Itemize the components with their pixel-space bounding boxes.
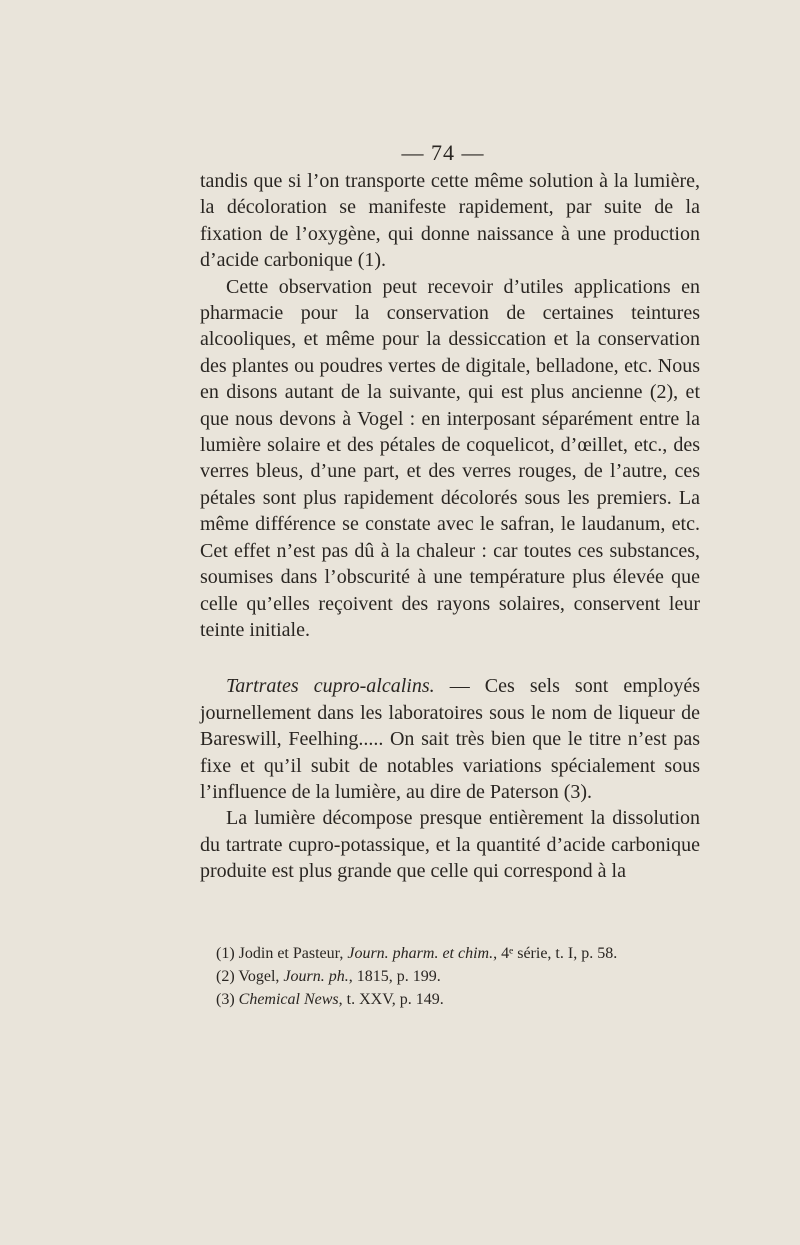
footnote-1-journal: Journ. pharm. et chim.	[347, 945, 494, 962]
footnote-1	[216, 942, 706, 965]
page-number: — 74 —	[401, 140, 485, 165]
footnote-1-prefix: (1) Jodin et Pasteur,	[216, 945, 348, 962]
paragraph-1: tandis que si l’on transporte cette même solution à la lumière, la décoloration se manifeste rapidement, par suite de la fixation de l’oxygène, qui donne naissance à une production d’acide carbonique (1).	[200, 170, 700, 272]
footnote-2-prefix: (2) Vogel,	[216, 968, 284, 985]
footnote-1-suffix: , 4ᵉ série, t. I, p. 58.	[493, 945, 618, 962]
footnote-3	[216, 988, 706, 1011]
body-text	[200, 168, 700, 885]
footnote-2-suffix: , 1815, p. 199.	[348, 968, 441, 985]
footnote-3-suffix: , t. XXV, p. 149.	[338, 991, 444, 1008]
section-title: Tartrates cupro-alcalins.	[226, 675, 435, 698]
footnote-2-journal: Journ. ph.	[283, 968, 349, 985]
paragraph-3-text: — Ces sels sont employés journellement dans les laboratoires sous le nom de liqueur de Bareswill, Feelhing..... On sait très bien que le titre n’est pas fixe et qu’il subit de notables variations spécialement sous l’influence de la lumière, au dire de Paterson (3).	[200, 675, 700, 803]
footnotes	[216, 942, 706, 1011]
footnote-3-prefix: (3)	[216, 991, 239, 1008]
footnote-2	[216, 965, 706, 988]
section-gap	[200, 643, 700, 673]
paragraph-2: Cette observation peut recevoir d’utiles applications en pharmacie pour la conservation de certaines teintures alcooliques, et même pour la dessiccation et la conservation des plantes ou poudres vertes de digitale, belladone, etc. Nous en disons autant de la suivante, qui est plus ancienne (2), et que nous devons à Vogel : en interposant séparément entre la lumière solaire et des pétales de coquelicot, d’œillet, etc., des verres bleus, d’une part, et des verres rouges, de l’autre, ces pétales sont plus rapidement décolorés sous les premiers. La même différence se constate avec le safran, le laudanum, etc. Cet effet n’est pas dû à la chaleur : car toutes ces substances, soumises dans l’obscurité à une température plus élevée que celle qu’elles reçoivent des rayons solaires, conservent leur teinte initiale.	[200, 275, 700, 641]
footnote-3-journal: Chemical News	[238, 991, 339, 1008]
paragraph-4: La lumière décompose presque entièrement la dissolution du tartrate cupro-potassique, et la quantité d’acide carbonique produite est plus grande que celle qui correspond à la	[200, 807, 700, 883]
paragraph-3	[200, 673, 700, 805]
